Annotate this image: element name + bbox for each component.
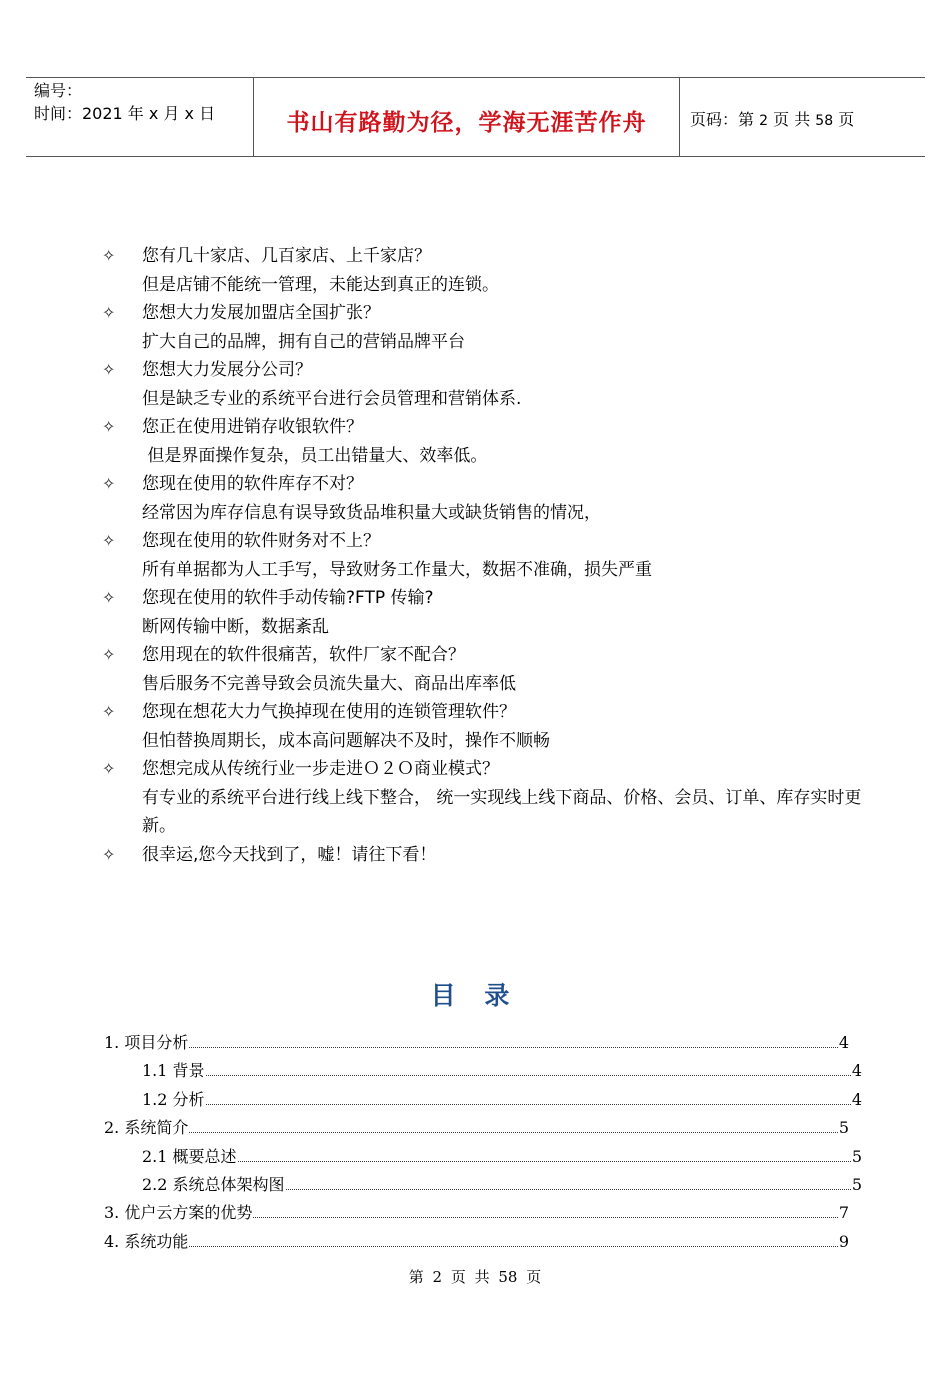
answer-text: 所有单据都为人工手写，导致财务工作量大，数据不准确，损失严重 [142, 559, 652, 580]
page-footer: 第 2 页 共 58 页 [408, 1268, 542, 1286]
page-header [26, 77, 925, 157]
toc-entry-page: 7 [838, 1203, 849, 1223]
header-page-indicator [690, 107, 854, 130]
question-text: 您现在使用的软件财务对不上？ [142, 531, 380, 551]
header-page-cell [680, 78, 925, 156]
header-motto-cell [254, 78, 680, 156]
toc-leader-dots [238, 1161, 851, 1162]
diamond-star-outline-icon: ✧ [102, 759, 116, 778]
diamond-star-outline-icon: ✧ [102, 474, 116, 493]
table-of-contents [104, 1028, 864, 1255]
question-list [102, 242, 882, 869]
toc-leader-dots [253, 1217, 837, 1218]
answer-text: 售后服务不完善导致会员流失量大、商品出库率低 [142, 673, 516, 694]
toc-entry-label: 4. 系统功能 [104, 1231, 189, 1251]
list-item [102, 356, 882, 413]
diamond-star-outline-icon: ✧ [102, 360, 116, 379]
question-text: 您现在使用的软件手动传输?FTP 传输? [142, 588, 434, 608]
toc-entry-page: 4 [838, 1033, 849, 1052]
toc-entry[interactable] [104, 1056, 864, 1084]
toc-leader-dots [206, 1075, 851, 1076]
list-item [102, 299, 882, 356]
toc-leader-dots [189, 1246, 837, 1247]
list-item [102, 841, 882, 870]
page-current: 2 [759, 113, 769, 129]
answer-text: 经常因为库存信息有误导致货品堆积量大或缺货销售的情况， [142, 502, 601, 523]
list-item [102, 413, 882, 470]
question-text: 很幸运,您今天找到了，嘘！请往下看！ [142, 844, 437, 865]
toc-entry-label: 2. 系统简介 [104, 1118, 189, 1138]
toc-entry-label: 1.1 背景 [142, 1061, 205, 1081]
answer-text: 扩大自己的品牌，拥有自己的营销品牌平台 [142, 331, 465, 352]
document-time-label: 时间：2021 年 x 月 x 日 [34, 104, 216, 123]
toc-entry-page: 9 [838, 1231, 849, 1251]
question-text: 您用现在的软件很痛苦，软件厂家不配合？ [142, 645, 465, 665]
toc-entry-label: 2.1 概要总述 [142, 1146, 237, 1166]
header-motto: 书山有路勤为径，学海无涯苦作舟 [286, 110, 647, 136]
list-item [102, 470, 882, 527]
question-text: 您现在想花大力气换掉现在使用的连锁管理软件？ [142, 702, 516, 722]
toc-title: 目 录 [430, 981, 520, 1010]
question-text: 您现在使用的软件库存不对？ [142, 474, 363, 494]
question-text: 您想大力发展加盟店全国扩张？ [142, 303, 380, 323]
page-total: 58 [815, 113, 834, 129]
page-mid: 页 共 [768, 110, 816, 129]
list-item [102, 527, 882, 584]
toc-entry-label: 3. 优户云方案的优势 [104, 1203, 253, 1223]
answer-text: 断网传输中断，数据紊乱 [142, 616, 329, 637]
question-text: 您想完成从传统行业一步走进Ｏ２Ｏ商业模式？ [142, 759, 499, 779]
answer-text: 但是缺乏专业的系统平台进行会员管理和营销体系. [142, 388, 522, 409]
answer-text: 但是界面操作复杂，员工出错量大、效率低。 [142, 445, 488, 466]
toc-entry[interactable] [104, 1028, 864, 1056]
toc-leader-dots [286, 1189, 851, 1190]
toc-leader-dots [189, 1047, 837, 1048]
list-item [102, 755, 882, 841]
question-text: 您有几十家店、几百家店、上千家店？ [142, 246, 431, 266]
list-item [102, 584, 882, 641]
toc-entry-page: 5 [851, 1146, 862, 1166]
list-item [102, 242, 882, 299]
toc-entry-page: 5 [851, 1174, 862, 1194]
page-suffix: 页 [833, 110, 855, 129]
page-prefix: 页码：第 [690, 110, 760, 129]
list-item [102, 698, 882, 755]
toc-entry[interactable] [104, 1198, 864, 1226]
diamond-star-outline-icon: ✧ [102, 588, 116, 607]
header-meta-cell [26, 78, 254, 156]
diamond-star-outline-icon: ✧ [102, 417, 116, 436]
answer-text: 但是店铺不能统一管理，未能达到真正的连锁。 [142, 274, 499, 295]
question-text: 您正在使用进销存收银软件？ [142, 417, 363, 437]
toc-entry-page: 4 [851, 1061, 862, 1081]
diamond-star-outline-icon: ✧ [102, 531, 116, 550]
toc-entry[interactable] [104, 1170, 864, 1198]
answer-text: 但怕替换周期长，成本高问题解决不及时，操作不顺畅 [142, 730, 550, 751]
toc-entry-page: 4 [851, 1089, 862, 1109]
toc-entry[interactable] [104, 1113, 864, 1141]
list-item [102, 641, 882, 698]
toc-entry[interactable] [104, 1085, 864, 1113]
answer-text: 有专业的系统平台进行线上线下整合， 统一实现线上线下商品、价格、会员、订单、库存实时更新。 [142, 787, 862, 836]
toc-entry-label: 1. 项目分析 [104, 1033, 189, 1052]
question-text: 您想大力发展分公司？ [142, 360, 312, 380]
diamond-star-outline-icon: ✧ [102, 844, 116, 864]
toc-entry[interactable] [104, 1142, 864, 1170]
document-number-label: 编号： [34, 81, 83, 100]
toc-leader-dots [206, 1104, 851, 1105]
toc-entry-label: 2.2 系统总体架构图 [142, 1174, 285, 1194]
toc-leader-dots [189, 1132, 837, 1133]
diamond-star-outline-icon: ✧ [102, 246, 116, 265]
diamond-star-outline-icon: ✧ [102, 645, 116, 664]
toc-entry[interactable] [104, 1227, 864, 1255]
toc-entry-label: 1.2 分析 [142, 1089, 205, 1109]
toc-entry-page: 5 [838, 1118, 849, 1138]
diamond-star-outline-icon: ✧ [102, 702, 116, 721]
diamond-star-outline-icon: ✧ [102, 303, 116, 322]
